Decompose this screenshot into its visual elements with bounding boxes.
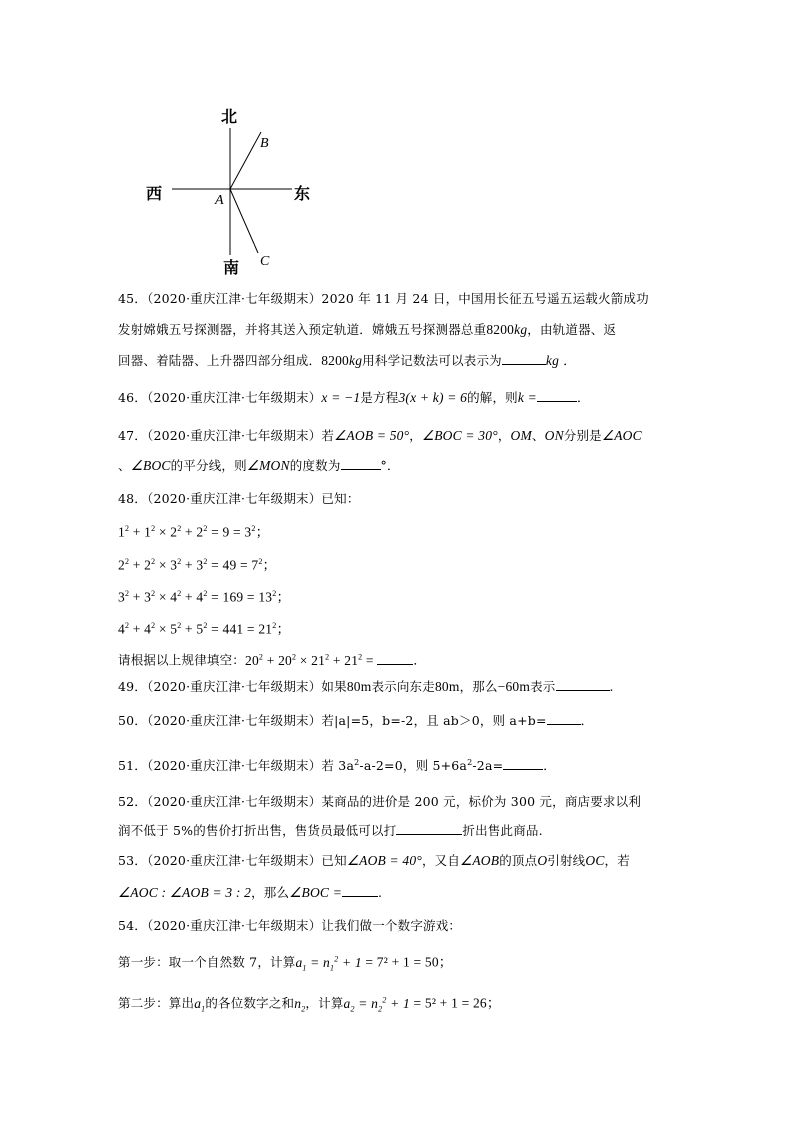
answer-blank[interactable]: [377, 652, 413, 665]
answer-blank[interactable]: [396, 822, 462, 835]
q48-intro: 48．（2020·重庆江津·七年级期末）已知：: [118, 491, 360, 506]
point-b-label: B: [260, 136, 269, 151]
q46-line: 46．（2020·重庆江津·七年级期末）x = −1是方程3(x + k) = 6的解，则k = ．: [118, 390, 590, 405]
south-label: 南: [223, 258, 240, 277]
q54-step1: 第一步：取一个自然数 7，计算$a_1 = n_1^2 + 1 = 7^2 + 1 = 50$；: [118, 954, 453, 973]
q53-line2: ∠AOC : ∠AOB = 3 : 2，那么∠BOC = .: [118, 885, 383, 900]
q45-line2: 发射嫦娥五号探测器，并将其送入预定轨道．嫦娥五号探测器总重8200kg，由轨道器、返: [118, 322, 617, 337]
q45-line1: 45．（2020·重庆江津·七年级期末）2020 年 11 月 24 日，中国用长征五号遥五运载火箭成功: [118, 291, 649, 306]
answer-blank[interactable]: [502, 352, 546, 365]
q52-line1: 52．（2020·重庆江津·七年级期末）某商品的进价是 200 元，标价为 300 元，商店要求以利: [118, 794, 642, 809]
q51-line: 51．（2020·重庆江津·七年级期末）若 $3a^2-a-2=0$，则 $5+6a^2-2a=$ ．: [118, 758, 556, 774]
answer-blank[interactable]: [556, 678, 610, 691]
west-label: 西: [146, 184, 163, 203]
q52-line2: 润不低于 5%的售价打折出售，售货员最低可以打 折出售此商品.: [118, 823, 543, 838]
q54-intro: 54．（2020·重庆江津·七年级期末）让我们做一个数字游戏：: [118, 918, 462, 933]
q48-row-2: $2^2 + 2^2 \times 3^2 + 3^2 = 49 = 7^2$；: [118, 557, 277, 573]
compass-diagram: [140, 100, 330, 280]
q48-fill: 请根据以上规律填空：$20^2 + 20^2 \times 21^2 + 21^2$ = ．: [118, 652, 427, 668]
answer-blank[interactable]: [537, 389, 577, 402]
q48-row-3: $3^2 + 3^2 \times 4^2 + 4^2 = 169 = 13^2$；: [118, 589, 291, 605]
point-c-label: C: [260, 254, 270, 269]
point-a-label: A: [215, 193, 224, 208]
q54-step2: 第二步：算出$a_1$的各位数字之和$n_2$，计算$a_2 = n_2^2 + 1 = 5^2 + 1 = 26$；: [118, 995, 501, 1014]
answer-blank[interactable]: [342, 884, 378, 897]
q47-line1: 47．（2020·重庆江津·七年级期末）若∠AOB = 50°，∠BOC = 30°，OM、ON分别是∠AOC: [118, 428, 642, 443]
q48-row-1: $1^2 + 1^2 \times 2^2 + 2^2 = 9 = 3^2$；: [118, 524, 270, 540]
q50-line: 50．（2020·重庆江津·七年级期末）若|a|=5，b=-2，且 ab＞0，则 a+b= ．: [118, 713, 594, 728]
q45-line3: 回器、着陆器、上升器四部分组成．8200kg用科学记数法可以表示为 kg ．: [118, 353, 576, 368]
q53-line1: 53．（2020·重庆江津·七年级期末）已知∠AOB = 40°，又自∠AOB的顶点O引射线OC，若: [118, 853, 630, 868]
q47-line2: 、∠BOC的平分线，则∠MON的度数为 °．: [118, 458, 400, 473]
east-label: 东: [294, 184, 311, 203]
answer-blank[interactable]: [341, 457, 381, 470]
q49-line: 49．（2020·重庆江津·七年级期末）如果80m表示向东走80m，那么−60m表示 .: [118, 679, 614, 694]
answer-blank[interactable]: [547, 712, 581, 725]
q48-row-4: $4^2 + 4^2 \times 5^2 + 5^2 = 441 = 21^2$；: [118, 621, 291, 637]
ray-ab: [230, 132, 261, 189]
north-label: 北: [221, 107, 238, 126]
ray-ac: [230, 189, 258, 253]
answer-blank[interactable]: [503, 757, 543, 770]
